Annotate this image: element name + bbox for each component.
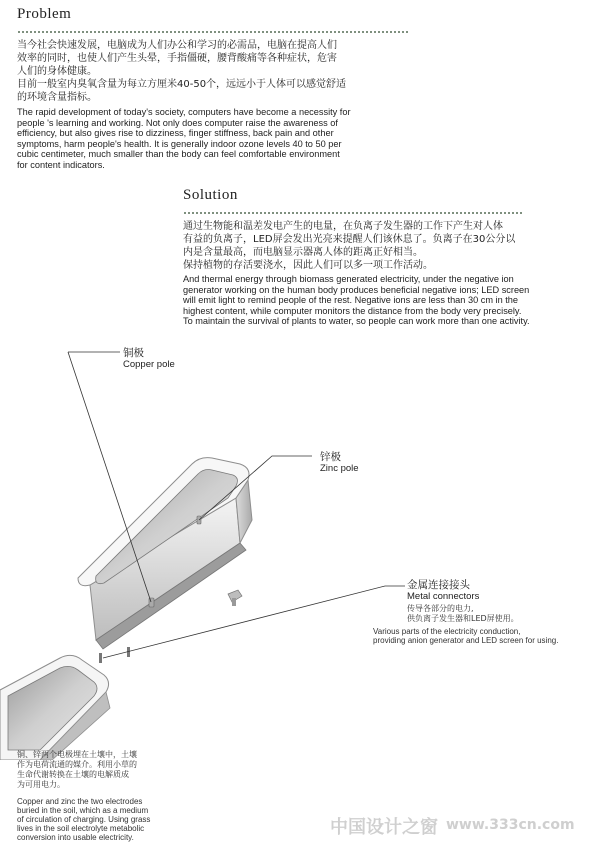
problem-divider <box>17 30 409 34</box>
connector-desc-zh <box>407 604 519 624</box>
footer-note-zh <box>17 750 197 790</box>
problem-zh-line: 效率的同时，也使人们产生头晕，手指僵硬，腰背酸痛等各种症状，危害 <box>17 53 337 64</box>
footer-zh-line: 铜、锌两个电极埋在土壤中，土壤 <box>17 750 137 759</box>
problem-en-line: cubic centimeter, much smaller than the body can feel comfortable environment <box>17 149 340 160</box>
connector-desc-en-line: providing anion generator and LED screen for using. <box>373 636 559 645</box>
connector-label-zh: 金属连接接头 <box>407 579 470 591</box>
watermark-url: www.333cn.com <box>446 817 575 833</box>
solution-en-text <box>183 274 595 327</box>
problem-en-line: people 's learning and working. Not only does computer raise the awareness of <box>17 117 338 128</box>
solution-heading: Solution <box>183 187 238 203</box>
footer-en-line: of circulation of charging. Using grass <box>17 815 151 824</box>
plug-pin <box>232 598 236 606</box>
problem-en-line: for content indicators. <box>17 159 105 170</box>
problem-zh-line: 的环境含量指标。 <box>17 92 97 103</box>
solution-en-line: To maintain the survival of plants to water, so people can work more than one activity. <box>183 316 530 327</box>
zinc-label-en: Zinc pole <box>320 463 359 474</box>
solution-zh-line: 有益的负离子，LED屏会发出光亮来提醒人们该休息了。负离子在30公分以 <box>183 234 516 245</box>
connector-desc-zh-line: 供负离子发生器和LED屏使用。 <box>407 614 519 623</box>
footer-en-line: conversion into usable electricity. <box>17 833 134 842</box>
footer-zh-line: 作为电荷流通的媒介。利用小草的 <box>17 760 137 769</box>
problem-zh-line: 当今社会快速发展，电脑成为人们办公和学习的必需品，电脑在提高人们 <box>17 40 337 51</box>
problem-heading: Problem <box>17 6 72 22</box>
footer-en-line: buried in the soil, which as a medium <box>17 806 149 815</box>
problem-en-text <box>17 107 437 171</box>
copper-label-en: Copper pole <box>123 359 175 370</box>
solution-en-line: highest content, while computer monitors the distance from the body very precisely. <box>183 305 522 316</box>
footer-en-line: lives in the soil electrolyte metabolic <box>17 824 145 833</box>
solution-zh-line: 内是含量最高，而电脑显示器离人体的距离正好相当。 <box>183 247 423 258</box>
footer-zh-line: 为可用电力。 <box>17 780 65 789</box>
problem-en-line: symptoms, harm people's health. It is generally indoor ozone levels 40 to 50 per <box>17 138 342 149</box>
problem-zh-text <box>17 39 437 104</box>
planter-illustration <box>0 340 600 760</box>
problem-zh-line: 目前一般室内臭氧含量为每立方厘米40-50个，远远小于人体可以感觉舒适 <box>17 79 347 90</box>
connector-label-en: Metal connectors <box>407 591 480 602</box>
zinc-label-zh: 锌极 <box>320 451 341 463</box>
problem-en-line: The rapid development of today's society, computers have become a necessity for <box>17 107 351 117</box>
solution-divider <box>183 211 523 215</box>
problem-en-line: efficiency, but also gives rise to dizziness, finger stiffness, back pain and other <box>17 128 334 139</box>
connector-desc-zh-line: 传导各部分的电力, <box>407 604 474 613</box>
solution-zh-text <box>183 220 595 272</box>
connector-desc-en-line: Various parts of the electricity conduction, <box>373 627 521 636</box>
copper-label-zh: 铜极 <box>123 347 144 359</box>
footer-zh-line: 生命代谢转换在土壤的电解质成 <box>17 770 129 779</box>
watermark-brand: 中国设计之窗 <box>330 817 438 838</box>
solution-zh-line: 保持植物的存活要浇水，因此人们可以多一项工作活动。 <box>183 260 433 271</box>
connector-pin <box>99 653 102 663</box>
footer-en-line: Copper and zinc the two electrodes <box>17 797 143 806</box>
solution-en-line: generator working on the human body produces beneficial negative ions; LED screen <box>183 284 530 295</box>
solution-en-line: And thermal energy through biomass generated electricity, under the negative ion <box>183 274 514 284</box>
footer-note-en <box>17 797 197 842</box>
connector-desc-en <box>373 627 558 645</box>
solution-zh-line: 通过生物能和温差发电产生的电量，在负离子发生器的工作下产生对人体 <box>183 221 503 232</box>
problem-zh-line: 人们的身体健康。 <box>17 66 97 77</box>
solution-en-line: will emit light to remind people of the rest. Negative ions are less than 30 cm in the <box>183 295 519 306</box>
